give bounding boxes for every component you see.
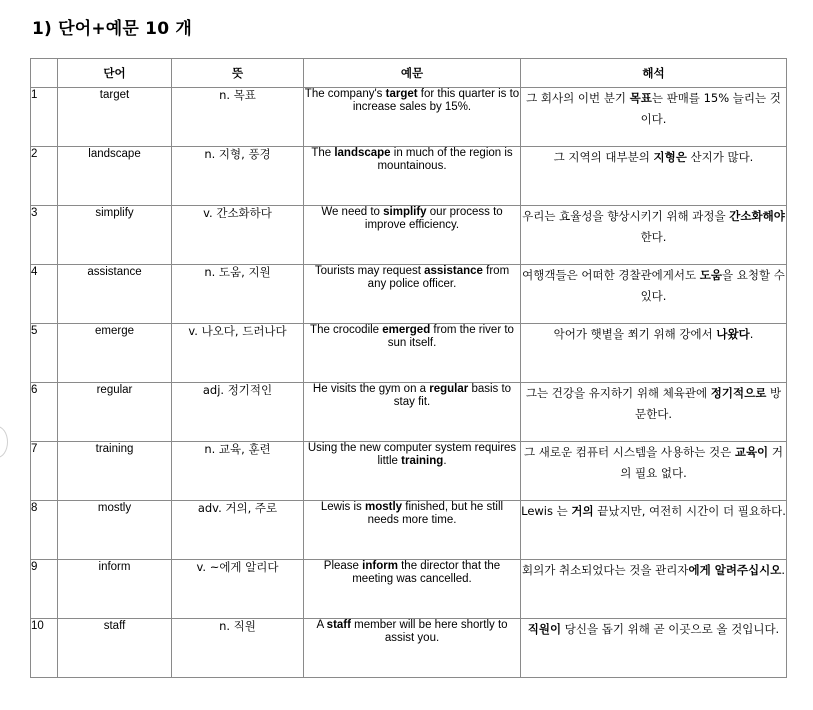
text-run: 그는 건강을 유지하기 위해 체육관에: [525, 386, 711, 400]
text-run: 그 회사의 이번 분기: [526, 91, 630, 105]
text-run: member will be here shortly to assist you.: [350, 619, 508, 644]
table-row: [31, 265, 787, 324]
meaning-cell: n. 목표: [172, 88, 304, 147]
translation-cell: [521, 619, 787, 678]
meaning-cell: n. 직원: [172, 619, 304, 678]
highlighted-word: staff: [326, 619, 351, 631]
highlighted-word: simplify: [383, 206, 427, 218]
word-cell: mostly: [58, 501, 172, 560]
meaning-cell: n. 교육, 훈련: [172, 442, 304, 501]
table-row: [31, 442, 787, 501]
meaning-cell: v. 나오다, 드러나다: [172, 324, 304, 383]
highlighted-word: 간소화해야: [729, 209, 785, 223]
meaning-cell: v. ~에게 알리다: [172, 560, 304, 619]
row-number: 6: [31, 383, 58, 442]
text-run: in much of the region is mountainous.: [377, 147, 513, 172]
highlighted-word: 거의: [571, 504, 594, 518]
text-run: from any police officer.: [367, 265, 510, 290]
meaning-cell: n. 지형, 풍경: [172, 147, 304, 206]
meaning-cell: n. 도움, 지원: [172, 265, 304, 324]
row-number: 10: [31, 619, 58, 678]
text-run: our process to improve efficiency.: [364, 206, 503, 231]
highlighted-word: assistance: [424, 265, 483, 277]
text-run: 산지가 많다.: [686, 150, 754, 164]
highlighted-word: 지형은: [653, 150, 687, 164]
header-meaning: 뜻: [172, 59, 304, 88]
text-run: 악어가 햇볕을 쬐기 위해 강에서: [553, 327, 717, 341]
word-cell: simplify: [58, 206, 172, 265]
translation-cell: [521, 560, 787, 619]
text-run: 한다.: [640, 230, 667, 244]
text-run: 는 판매를 15% 늘리는 것이다.: [640, 91, 781, 126]
translation-cell: [521, 324, 787, 383]
translation-cell: [521, 147, 787, 206]
text-run: The crocodile: [310, 324, 383, 336]
text-run: 거의 필요 없다.: [620, 445, 783, 480]
word-cell: training: [58, 442, 172, 501]
translation-cell: [521, 206, 787, 265]
meaning-cell: adv. 거의, 주로: [172, 501, 304, 560]
translation-cell: [521, 442, 787, 501]
text-run: 그 지역의 대부분의: [553, 150, 654, 164]
text-run: 회의가 취소되었다는 것을 관리자: [521, 563, 689, 577]
text-run: A: [316, 619, 327, 631]
highlighted-word: regular: [429, 383, 469, 395]
table-row: [31, 501, 787, 560]
example-sentence: [304, 442, 521, 501]
example-sentence: [304, 560, 521, 619]
highlighted-word: emerged: [382, 324, 431, 336]
translation-cell: [521, 265, 787, 324]
text-run: Tourists may request: [314, 265, 425, 277]
text-run: 당신을 돕기 위해 곧 이곳으로 올 것입니다.: [561, 622, 780, 636]
highlighted-word: mostly: [365, 501, 403, 513]
text-run: 그 새로운 컴퓨터 시스템을 사용하는 것은: [524, 445, 735, 459]
text-run: Lewis 는: [521, 504, 572, 518]
word-cell: assistance: [58, 265, 172, 324]
highlighted-word: 나왔다: [716, 327, 750, 341]
meaning-cell: v. 간소화하다: [172, 206, 304, 265]
text-run: 을 요청할 수 있다.: [640, 268, 785, 303]
text-run: Using the new computer system requires little: [307, 442, 517, 467]
word-cell: staff: [58, 619, 172, 678]
highlighted-word: inform: [362, 560, 398, 572]
translation-cell: [521, 383, 787, 442]
table-row: [31, 147, 787, 206]
example-sentence: [304, 206, 521, 265]
row-number: 1: [31, 88, 58, 147]
text-run: Please: [323, 560, 363, 572]
word-cell: emerge: [58, 324, 172, 383]
row-number: 7: [31, 442, 58, 501]
text-run: .: [443, 455, 447, 467]
highlighted-word: 교육이: [734, 445, 769, 459]
highlighted-word: 목표: [629, 91, 652, 105]
word-cell: inform: [58, 560, 172, 619]
example-sentence: [304, 265, 521, 324]
text-run: .: [781, 563, 786, 577]
highlighted-word: target: [385, 88, 418, 100]
text-run: He visits the gym on a: [312, 383, 430, 395]
text-run: for this quarter is to increase sales by 15%.: [352, 88, 520, 113]
table-row: [31, 560, 787, 619]
header-word: 단어: [58, 59, 172, 88]
table-body: [31, 88, 787, 678]
header-number: [31, 59, 58, 88]
text-run: Lewis is: [320, 501, 365, 513]
vocabulary-table: [30, 58, 787, 678]
word-cell: regular: [58, 383, 172, 442]
row-number: 9: [31, 560, 58, 619]
text-run: 끝났지만, 여전히 시간이 더 필요하다.: [593, 504, 786, 518]
header-translation: 해석: [521, 59, 787, 88]
example-sentence: [304, 619, 521, 678]
text-run: The company's: [304, 88, 386, 100]
example-sentence: [304, 383, 521, 442]
example-sentence: [304, 324, 521, 383]
translation-cell: [521, 88, 787, 147]
table-row: [31, 88, 787, 147]
highlighted-word: 직원이: [527, 622, 562, 636]
table-row: [31, 383, 787, 442]
header-example: 예문: [304, 59, 521, 88]
page-title: 1) 단어+예문 10 개: [32, 19, 192, 39]
highlighted-word: training: [401, 455, 444, 467]
text-run: 방문한다.: [635, 386, 782, 421]
translation-cell: [521, 501, 787, 560]
row-number: 3: [31, 206, 58, 265]
word-cell: target: [58, 88, 172, 147]
text-run: 여행객들은 어떠한 경찰관에게서도: [522, 268, 700, 282]
table-row: [31, 619, 787, 678]
example-sentence: [304, 88, 521, 147]
text-run: The: [311, 147, 335, 159]
text-run: .: [749, 327, 754, 341]
text-run: from the river to sun itself.: [387, 324, 514, 349]
text-run: basis to stay fit.: [393, 383, 512, 408]
example-sentence: [304, 501, 521, 560]
row-number: 2: [31, 147, 58, 206]
highlighted-word: 도움: [699, 268, 722, 282]
highlighted-word: 정기적으로: [710, 386, 767, 400]
meaning-cell: adj. 정기적인: [172, 383, 304, 442]
text-run: finished, but he still needs more time.: [367, 501, 504, 526]
table-row: [31, 324, 787, 383]
table-header-row: [31, 59, 787, 88]
highlighted-word: 에게 알려주십시오: [688, 563, 782, 577]
highlighted-word: landscape: [334, 147, 391, 159]
row-number: 4: [31, 265, 58, 324]
example-sentence: [304, 147, 521, 206]
word-cell: landscape: [58, 147, 172, 206]
table-row: [31, 206, 787, 265]
side-scroll-handle: [0, 426, 8, 458]
text-run: the director that the meeting was cancelled.: [352, 560, 501, 585]
text-run: 우리는 효율성을 향상시키기 위해 과정을: [522, 209, 730, 223]
row-number: 5: [31, 324, 58, 383]
row-number: 8: [31, 501, 58, 560]
text-run: We need to: [321, 206, 384, 218]
